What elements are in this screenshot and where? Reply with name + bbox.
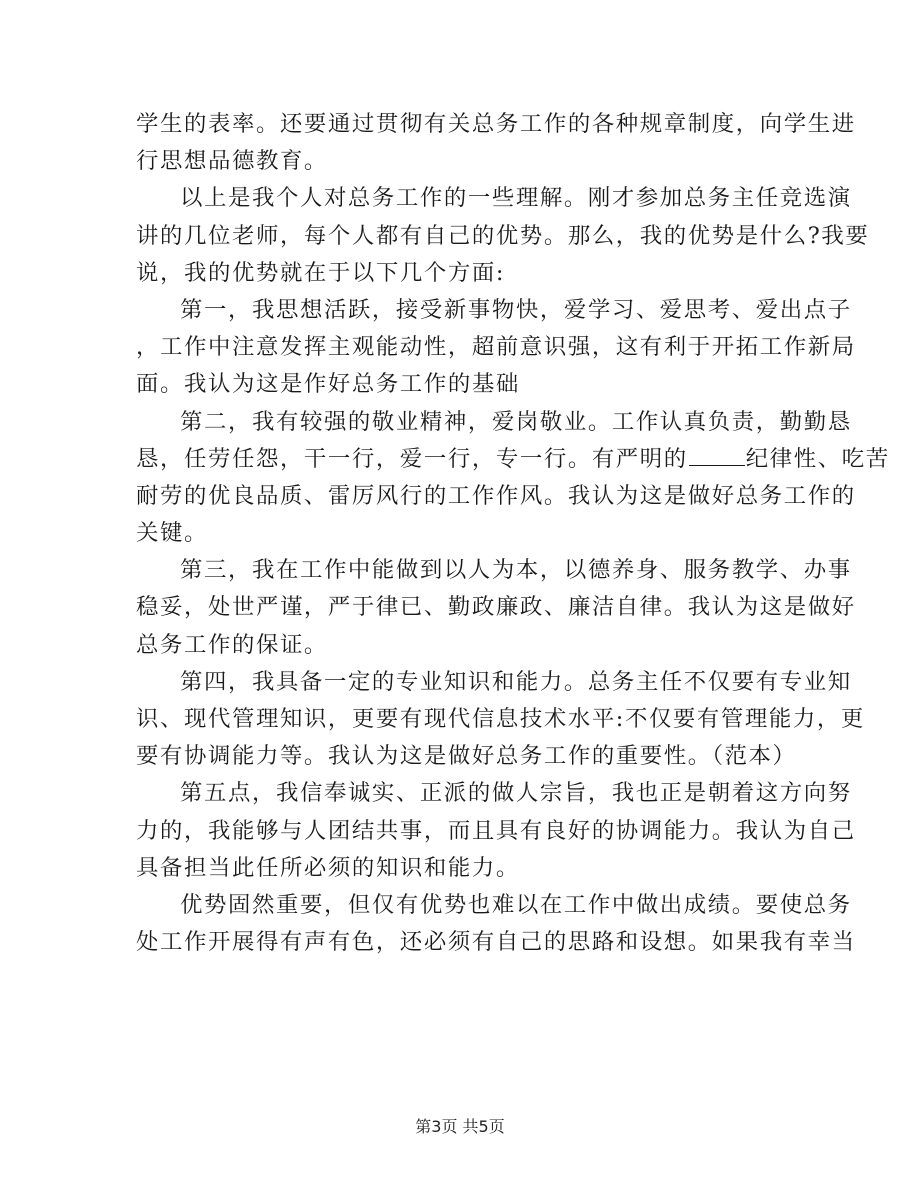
text-line: ，工作中注意发挥主观能动性，超前意识强，这有利于开拓工作新局 xyxy=(136,334,856,361)
text-line: 面。我认为这是作好总务工作的基础 xyxy=(136,371,520,398)
text-line: 学生的表率。还要通过贯彻有关总务工作的各种规章制度，向学生进 xyxy=(136,111,856,137)
fill-in-blank xyxy=(689,441,745,466)
text-line: 具备担当此任所必须的知识和能力。 xyxy=(136,854,520,881)
text-segment: 恳，任劳任怨，干一行，爱一行，专一行。有严明的 xyxy=(136,445,688,472)
text-segment: 纪律性、吃苦 xyxy=(745,445,890,472)
text-line: 优势固然重要，但仅有优势也难以在工作中做出成绩。要使总务 xyxy=(180,891,852,918)
text-line: 第二，我有较强的敬业精神，爱岗敬业。工作认真负责，勤勤恳 xyxy=(180,408,852,435)
text-line: 第五点，我信奉诚实、正派的做人宗旨，我也正是朝着这方向努 xyxy=(180,780,852,807)
text-line: 稳妥，处世严谨，严于律已、勤政廉政、廉洁自律。我认为这是做好 xyxy=(136,594,856,621)
text-line: 处工作开展得有声有色，还必须有自己的思路和设想。如果我有幸当 xyxy=(136,929,856,956)
text-line: 行思想品德教育。 xyxy=(136,148,328,175)
text-line: 关键。 xyxy=(136,520,208,547)
text-line: 第一，我思想活跃，接受新事物快，爱学习、爱思考、爱出点子 xyxy=(180,296,852,323)
text-line xyxy=(136,441,890,478)
text-line: 第四，我具备一定的专业知识和能力。总务主任不仅要有专业知 xyxy=(180,668,852,695)
text-line: 耐劳的优良品质、雷厉风行的工作作风。我认为这是做好总务工作的 xyxy=(136,482,856,509)
document-body xyxy=(136,106,890,961)
page-footer: 第3页 共5页 xyxy=(415,1117,505,1136)
text-line: 识、现代管理知识，更要有现代信息技术水平:不仅要有管理能力，更 xyxy=(136,706,865,732)
text-line: 力的，我能够与人团结共事，而且具有良好的协调能力。我认为自己 xyxy=(136,817,856,844)
text-line: 以上是我个人对总务工作的一些理解。刚才参加总务主任竞选演 xyxy=(180,185,852,212)
text-line: 说，我的优势就在于以下几个方面: xyxy=(136,259,506,286)
text-line: 第三，我在工作中能做到以人为本，以德养身、服务教学、办事 xyxy=(180,557,852,584)
text-line: 总务工作的保证。 xyxy=(136,631,328,658)
text-line: 讲的几位老师，每个人都有自己的优势。那么，我的优势是什么?我要 xyxy=(136,222,870,249)
text-line: 要有协调能力等。我认为这是做好总务工作的重要性。（范本） xyxy=(136,743,797,770)
